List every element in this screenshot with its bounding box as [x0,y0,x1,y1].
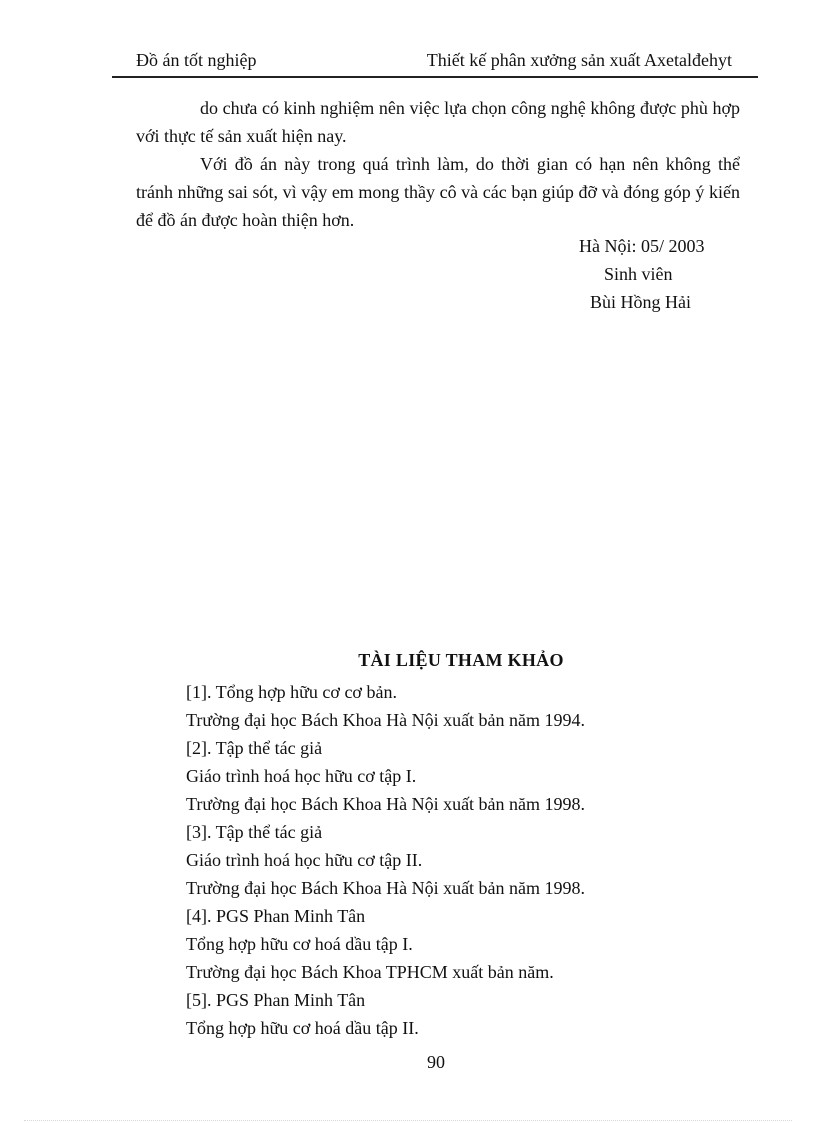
header-right-title: Thiết kế phân xưởng sản xuất Axetalđehyt [426,50,732,70]
reference-line: Giáo trình hoá học hữu cơ tập I. [186,766,417,786]
reference-line: [3]. Tập thể tác giả [186,822,323,842]
body-paragraph: do chưa có kinh nghiệm nên việc lựa chọn công nghệ không được phù hợp với thực tế sản xuất hiện nay. [136,98,740,146]
body-paragraph: Với đồ án này trong quá trình làm, do thời gian có hạn nên không thể tránh những sai sót, vì vậy em mong thầy cô và các bạn giúp đỡ và đóng góp ý kiến để đồ án được hoàn thiện hơn. [136,154,740,230]
references-list [186,678,585,1042]
reference-line: Trường đại học Bách Khoa Hà Nội xuất bản năm 1998. [186,794,586,814]
reference-line: Tổng hợp hữu cơ hoá dầu tập I. [186,934,413,954]
reference-line: [1]. Tổng hợp hữu cơ cơ bản. [186,682,397,702]
signature-block [560,232,740,316]
reference-line: Trường đại học Bách Khoa TPHCM xuất bản năm. [186,962,554,982]
reference-line: Trường đại học Bách Khoa Hà Nội xuất bản năm 1998. [186,878,586,898]
signature-date: Hà Nội: 05/ 2003 [579,236,705,256]
reference-line: [5]. PGS Phan Minh Tân [186,990,366,1010]
reference-line: Tổng hợp hữu cơ hoá dầu tập II. [186,1018,419,1038]
page-number: 90 [427,1052,445,1072]
header-left-title: Đồ án tốt nghiệp [136,50,257,70]
reference-line: [2]. Tập thể tác giả [186,738,323,758]
signature-name: Bùi Hồng Hải [590,292,691,312]
references-title: TÀI LIỆU THAM KHẢO [358,650,564,670]
reference-line: Giáo trình hoá học hữu cơ tập II. [186,850,423,870]
bottom-divider [24,1120,792,1121]
reference-line: [4]. PGS Phan Minh Tân [186,906,366,926]
page-header [112,48,758,78]
signature-role: Sinh viên [604,264,673,284]
reference-line: Trường đại học Bách Khoa Hà Nội xuất bản năm 1994. [186,710,586,730]
body-text [136,94,740,234]
